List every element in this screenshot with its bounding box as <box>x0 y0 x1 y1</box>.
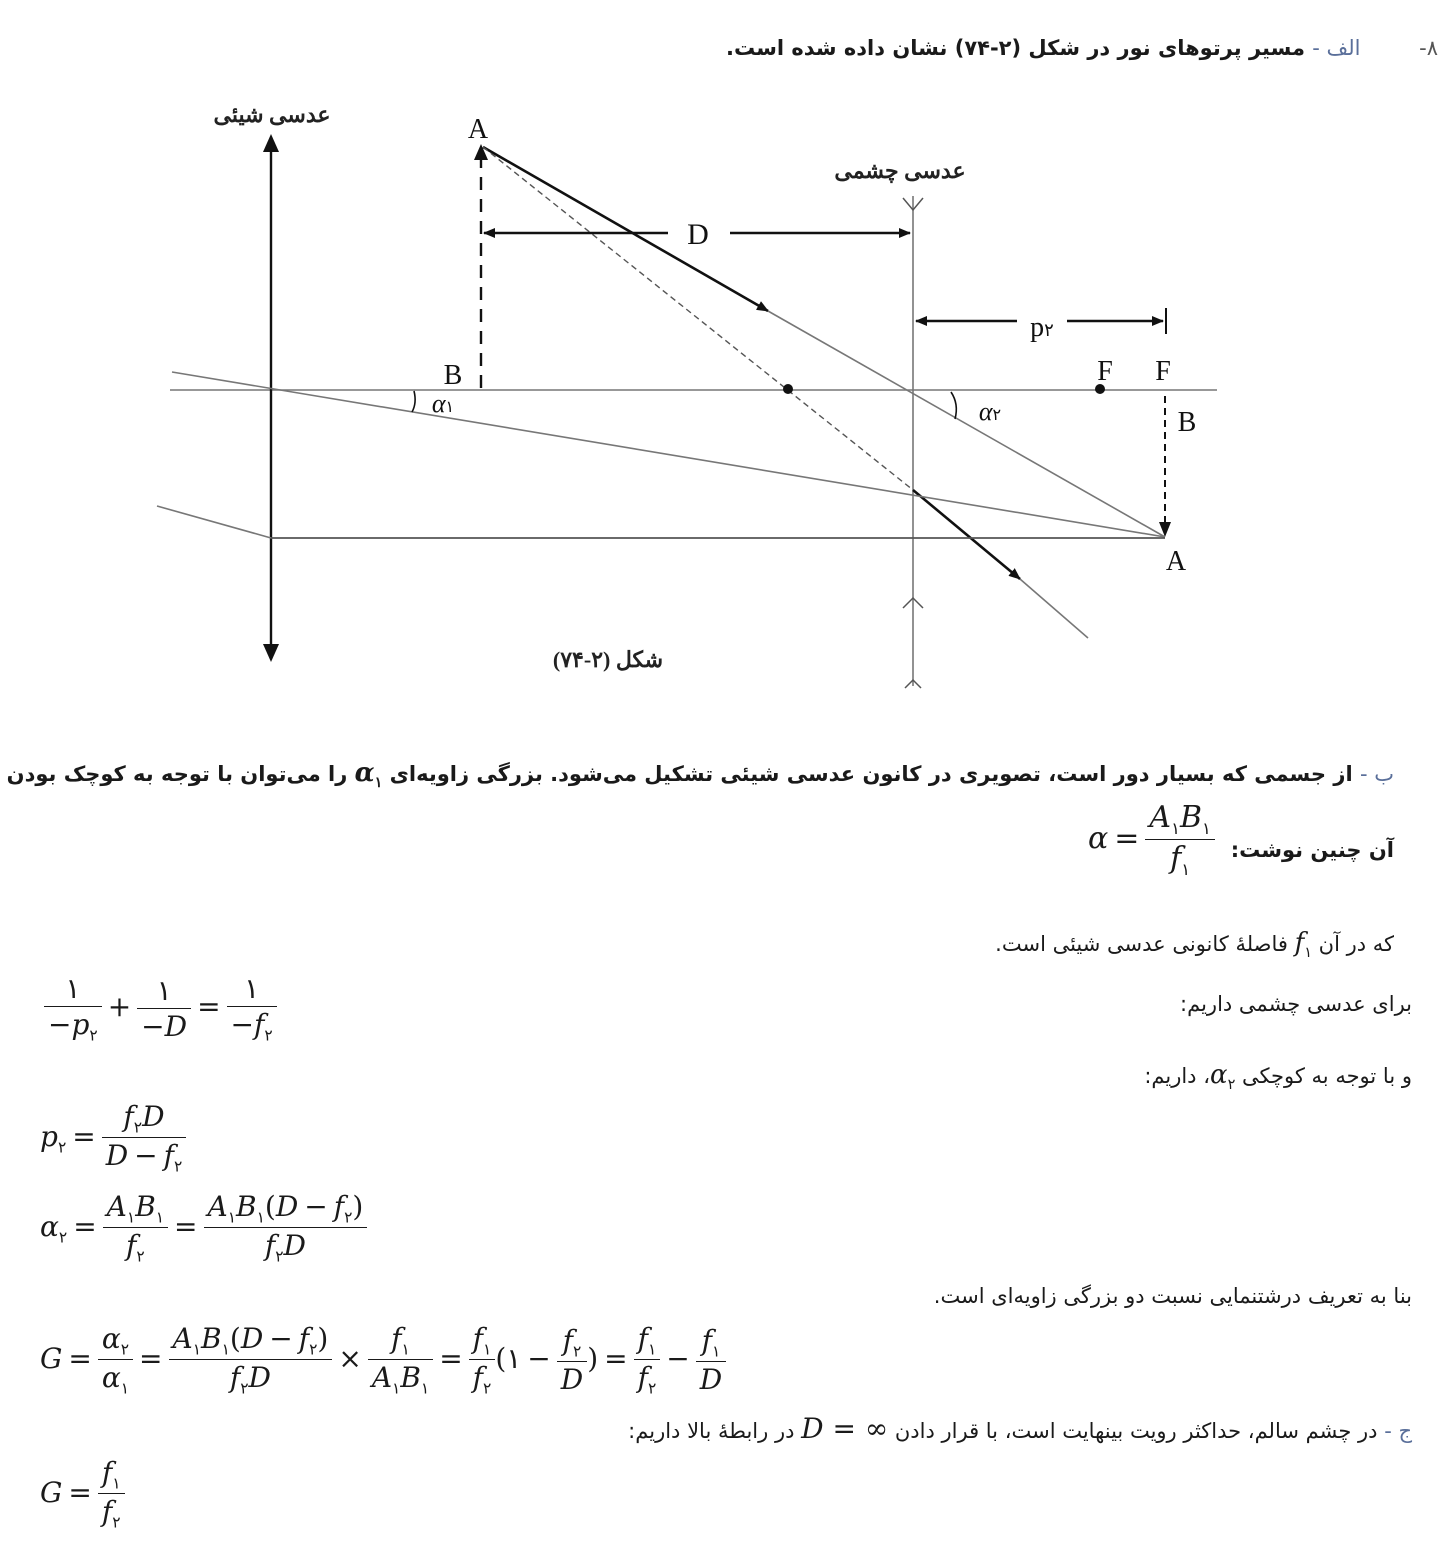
alpha1-angle-arc <box>412 391 415 412</box>
label-b-right: B <box>1177 407 1197 438</box>
intermediate-image-arrowhead <box>474 144 488 160</box>
ray-after-eyepiece-extension <box>1020 579 1088 638</box>
alpha2-inline: $\alpha_۲$ <box>1210 1060 1236 1094</box>
label-d: D <box>687 218 709 251</box>
question-number: ۸- <box>1419 36 1438 60</box>
label-a-bottom: A <box>1165 546 1187 577</box>
eyepiece-lens-label: عدسی چشمی <box>834 158 966 183</box>
equation-p2: $p_۲$ = $\frac{f_۲D}{D - f_۲}$ <box>40 1100 186 1177</box>
incoming-ray-lower <box>157 506 271 538</box>
incoming-ray-upper <box>172 372 1165 537</box>
label-b-left: B <box>443 360 463 391</box>
ray-continuation-to-final-a <box>768 311 1165 537</box>
part-b-line4: برای عدسی چشمی داریم: <box>1180 992 1412 1016</box>
focal-point-left-dot <box>783 384 793 394</box>
part-b-line3: که در آن $f_۱$ فاصلهٔ کانونی عدسی شیئی است. <box>995 928 1394 962</box>
question-header <box>726 36 1438 60</box>
label-f2: F <box>1155 356 1171 387</box>
part-b-line2-text: آن چنین نوشت: <box>1230 838 1394 862</box>
equation-alpha1: α = $\frac{A_۱B_۱}{f_۱}$ <box>1088 800 1215 880</box>
ray-a-to-eyepiece <box>483 147 768 311</box>
equation-alpha2: $\alpha_۲$ = $\frac{A_۱B_۱}{f_۲}$ = $\frac{A_۱B_۱(D - f_۲)}{f_۲D}$ <box>40 1190 367 1267</box>
part-b-label: ب - <box>1359 762 1394 786</box>
f1-inline: $f_۱$ <box>1294 928 1312 962</box>
figure-caption: شکل (۲-۷۴) <box>552 647 664 672</box>
equation-lens-formula: $\frac{۱}{-p_۲}$ + $\frac{۱}{-D}$ = $\frac{۱}{-f_۲}$ <box>44 972 277 1045</box>
dashed-ray-through-focus <box>483 147 913 490</box>
part-c-label: ج - <box>1384 1419 1412 1443</box>
ray-diagram <box>0 90 1452 700</box>
part-b-line1-after: را می‌توان با توجه به کوچک بودن <box>6 762 348 786</box>
part-b-line2 <box>1231 838 1394 862</box>
d-infinity-inline: D = ∞ <box>801 1412 889 1445</box>
part-b-line6: بنا به تعریف درشتنمایی نسبت دو بزرگی زاویه‌ای است. <box>933 1284 1412 1308</box>
part-a-text: مسیر پرتوهای نور در شکل (۲-۷۴) نشان داده شده است. <box>726 36 1305 60</box>
label-f1: F <box>1097 356 1113 387</box>
equation-magnification: G = $\frac{\alpha_۲}{\alpha_۱}$ = $\frac{A_۱B_۱(D - f_۲)}{f_۲D}$ × $\frac{f_۱}{A_۱B_۱}$ = $\frac{f_۱}{f_۲}$ (۱ − $\frac{f_۲}{D}$ ) = $\frac{f_۱}{f_۲}$ − $\frac{f_۱}{D}$ <box>40 1322 726 1399</box>
label-alpha2: α۲ <box>978 397 1002 426</box>
label-a-top: A <box>467 114 489 145</box>
part-b-line1 <box>7 758 1394 791</box>
label-p2: p۲ <box>1030 312 1054 343</box>
label-alpha1: α۱ <box>431 389 455 418</box>
part-c-line: ج - در چشم سالم، حداکثر رویت بینهایت است، با قرار دادن D = ∞ در رابطهٔ بالا داریم: <box>628 1412 1412 1445</box>
objective-lens-bottom-arrowhead <box>263 644 279 662</box>
part-b-line1-before: از جسمی که بسیار دور است، تصویری در کانون عدسی شیئی تشکیل می‌شود. بزرگی زاویه‌ای <box>389 762 1353 786</box>
objective-lens-label: عدسی شیئی <box>213 102 331 127</box>
part-b-line5: و با توجه به کوچکی $\alpha_۲،$ داریم: <box>1144 1060 1412 1094</box>
equation-max-magnification: G = $\frac{f_۱}{f_۲}$ <box>40 1456 125 1533</box>
alpha1-inline: $\alpha_۱$ <box>354 758 383 792</box>
part-a-label: الف - <box>1312 36 1361 60</box>
objective-lens-top-arrowhead <box>263 134 279 152</box>
